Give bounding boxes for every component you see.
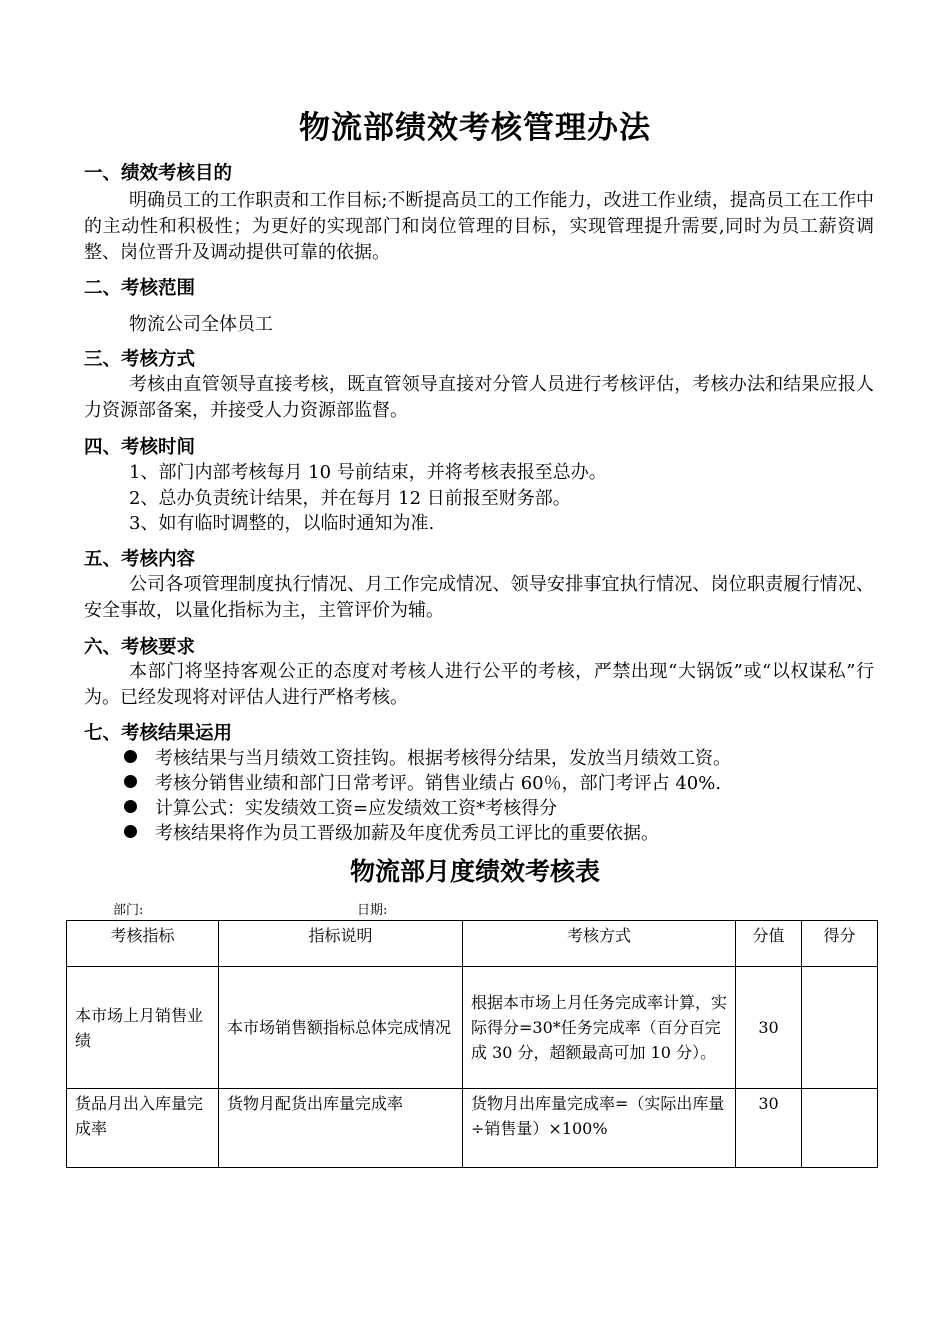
section-text-method: 考核由直管领导直接考核，既直管领导直接对分管人员进行考核评估，考核办法和结果应报人力资源部备案，并接受人力资源部监督。 — [84, 374, 874, 421]
header-result: 得分 — [802, 921, 878, 967]
time-line-1: 1、部门内部考核每月 10 号前结束，并将考核表报至总办。 — [129, 462, 607, 483]
department-label: 部门: — [113, 903, 144, 918]
cell-score: 30 — [736, 967, 802, 1089]
cell-description: 货物月配货出库量完成率 — [219, 1089, 463, 1168]
header-score: 分值 — [736, 921, 802, 967]
section-heading-results: 七、考核结果运用 — [84, 723, 233, 744]
time-line-2: 2、总办负责统计结果，并在每月 12 日前报至财务部。 — [129, 488, 571, 509]
result-bullet-2: 考核分销售业绩和部门日常考评。销售业绩占 60％，部门考评占 40%. — [124, 771, 721, 797]
cell-result — [802, 1089, 878, 1168]
header-method: 考核方式 — [463, 921, 736, 967]
section-heading-requirements: 六、考核要求 — [84, 637, 196, 658]
table-row — [67, 1089, 878, 1168]
section-text-requirements: 本部门将坚持客观公正的态度对考核人进行公平的考核，严禁出现“大锅饭”或“以权谋私”行为。已经发现将对评估人进行严格考核。 — [84, 661, 874, 708]
result-bullet-1: 考核结果与当月绩效工资挂钩。根据考核得分结果，发放当月绩效工资。 — [124, 746, 731, 772]
document-title: 物流部绩效考核管理办法 — [299, 110, 651, 146]
result-bullet-3: 计算公式：实发绩效工资=应发绩效工资*考核得分 — [124, 796, 557, 822]
section-heading-scope: 二、考核范围 — [84, 278, 196, 299]
table-row — [67, 967, 878, 1089]
bullet-icon — [124, 800, 137, 813]
bullet-icon — [124, 775, 137, 788]
time-line-3: 3、如有临时调整的，以临时通知为准. — [129, 513, 435, 534]
section-heading-time: 四、考核时间 — [84, 437, 196, 458]
table-title: 物流部月度绩效考核表 — [349, 857, 600, 886]
cell-score: 30 — [736, 1089, 802, 1168]
header-description: 指标说明 — [219, 921, 463, 967]
assessment-table — [66, 920, 878, 1168]
bullet-icon — [124, 750, 137, 763]
section-text-scope: 物流公司全体员工 — [129, 314, 273, 335]
section-text-purpose: 明确员工的工作职责和工作目标;不断提高员工的工作能力，改进工作业绩，提高员工在工作中的主动性和积极性；为更好的实现部门和岗位管理的目标，实现管理提升需要,同时为员工薪资调整、岗位晋升及调动提供可靠的依据。 — [84, 190, 874, 263]
cell-result — [802, 967, 878, 1089]
cell-description: 本市场销售额指标总体完成情况 — [219, 967, 463, 1089]
bullet-icon — [124, 825, 137, 838]
section-heading-purpose: 一、绩效考核目的 — [84, 163, 233, 184]
cell-method: 根据本市场上月任务完成率计算，实际得分=30*任务完成率（百分百完成 30 分，超额最高可加 10 分）。 — [463, 967, 736, 1089]
result-bullet-4: 考核结果将作为员工晋级加薪及年度优秀员工评比的重要依据。 — [124, 821, 659, 847]
cell-indicator: 本市场上月销售业绩 — [67, 967, 219, 1089]
cell-indicator: 货品月出入库量完成率 — [67, 1089, 219, 1168]
cell-method: 货物月出库量完成率=（实际出库量÷销售量）×100% — [463, 1089, 736, 1168]
section-heading-method: 三、考核方式 — [84, 349, 196, 370]
table-header-row — [67, 921, 878, 967]
header-indicator: 考核指标 — [67, 921, 219, 967]
date-label: 日期: — [357, 903, 388, 918]
section-text-content: 公司各项管理制度执行情况、月工作完成情况、领导安排事宜执行情况、岗位职责履行情况、安全事故，以量化指标为主，主管评价为辅。 — [84, 574, 874, 621]
section-heading-content: 五、考核内容 — [84, 549, 196, 570]
